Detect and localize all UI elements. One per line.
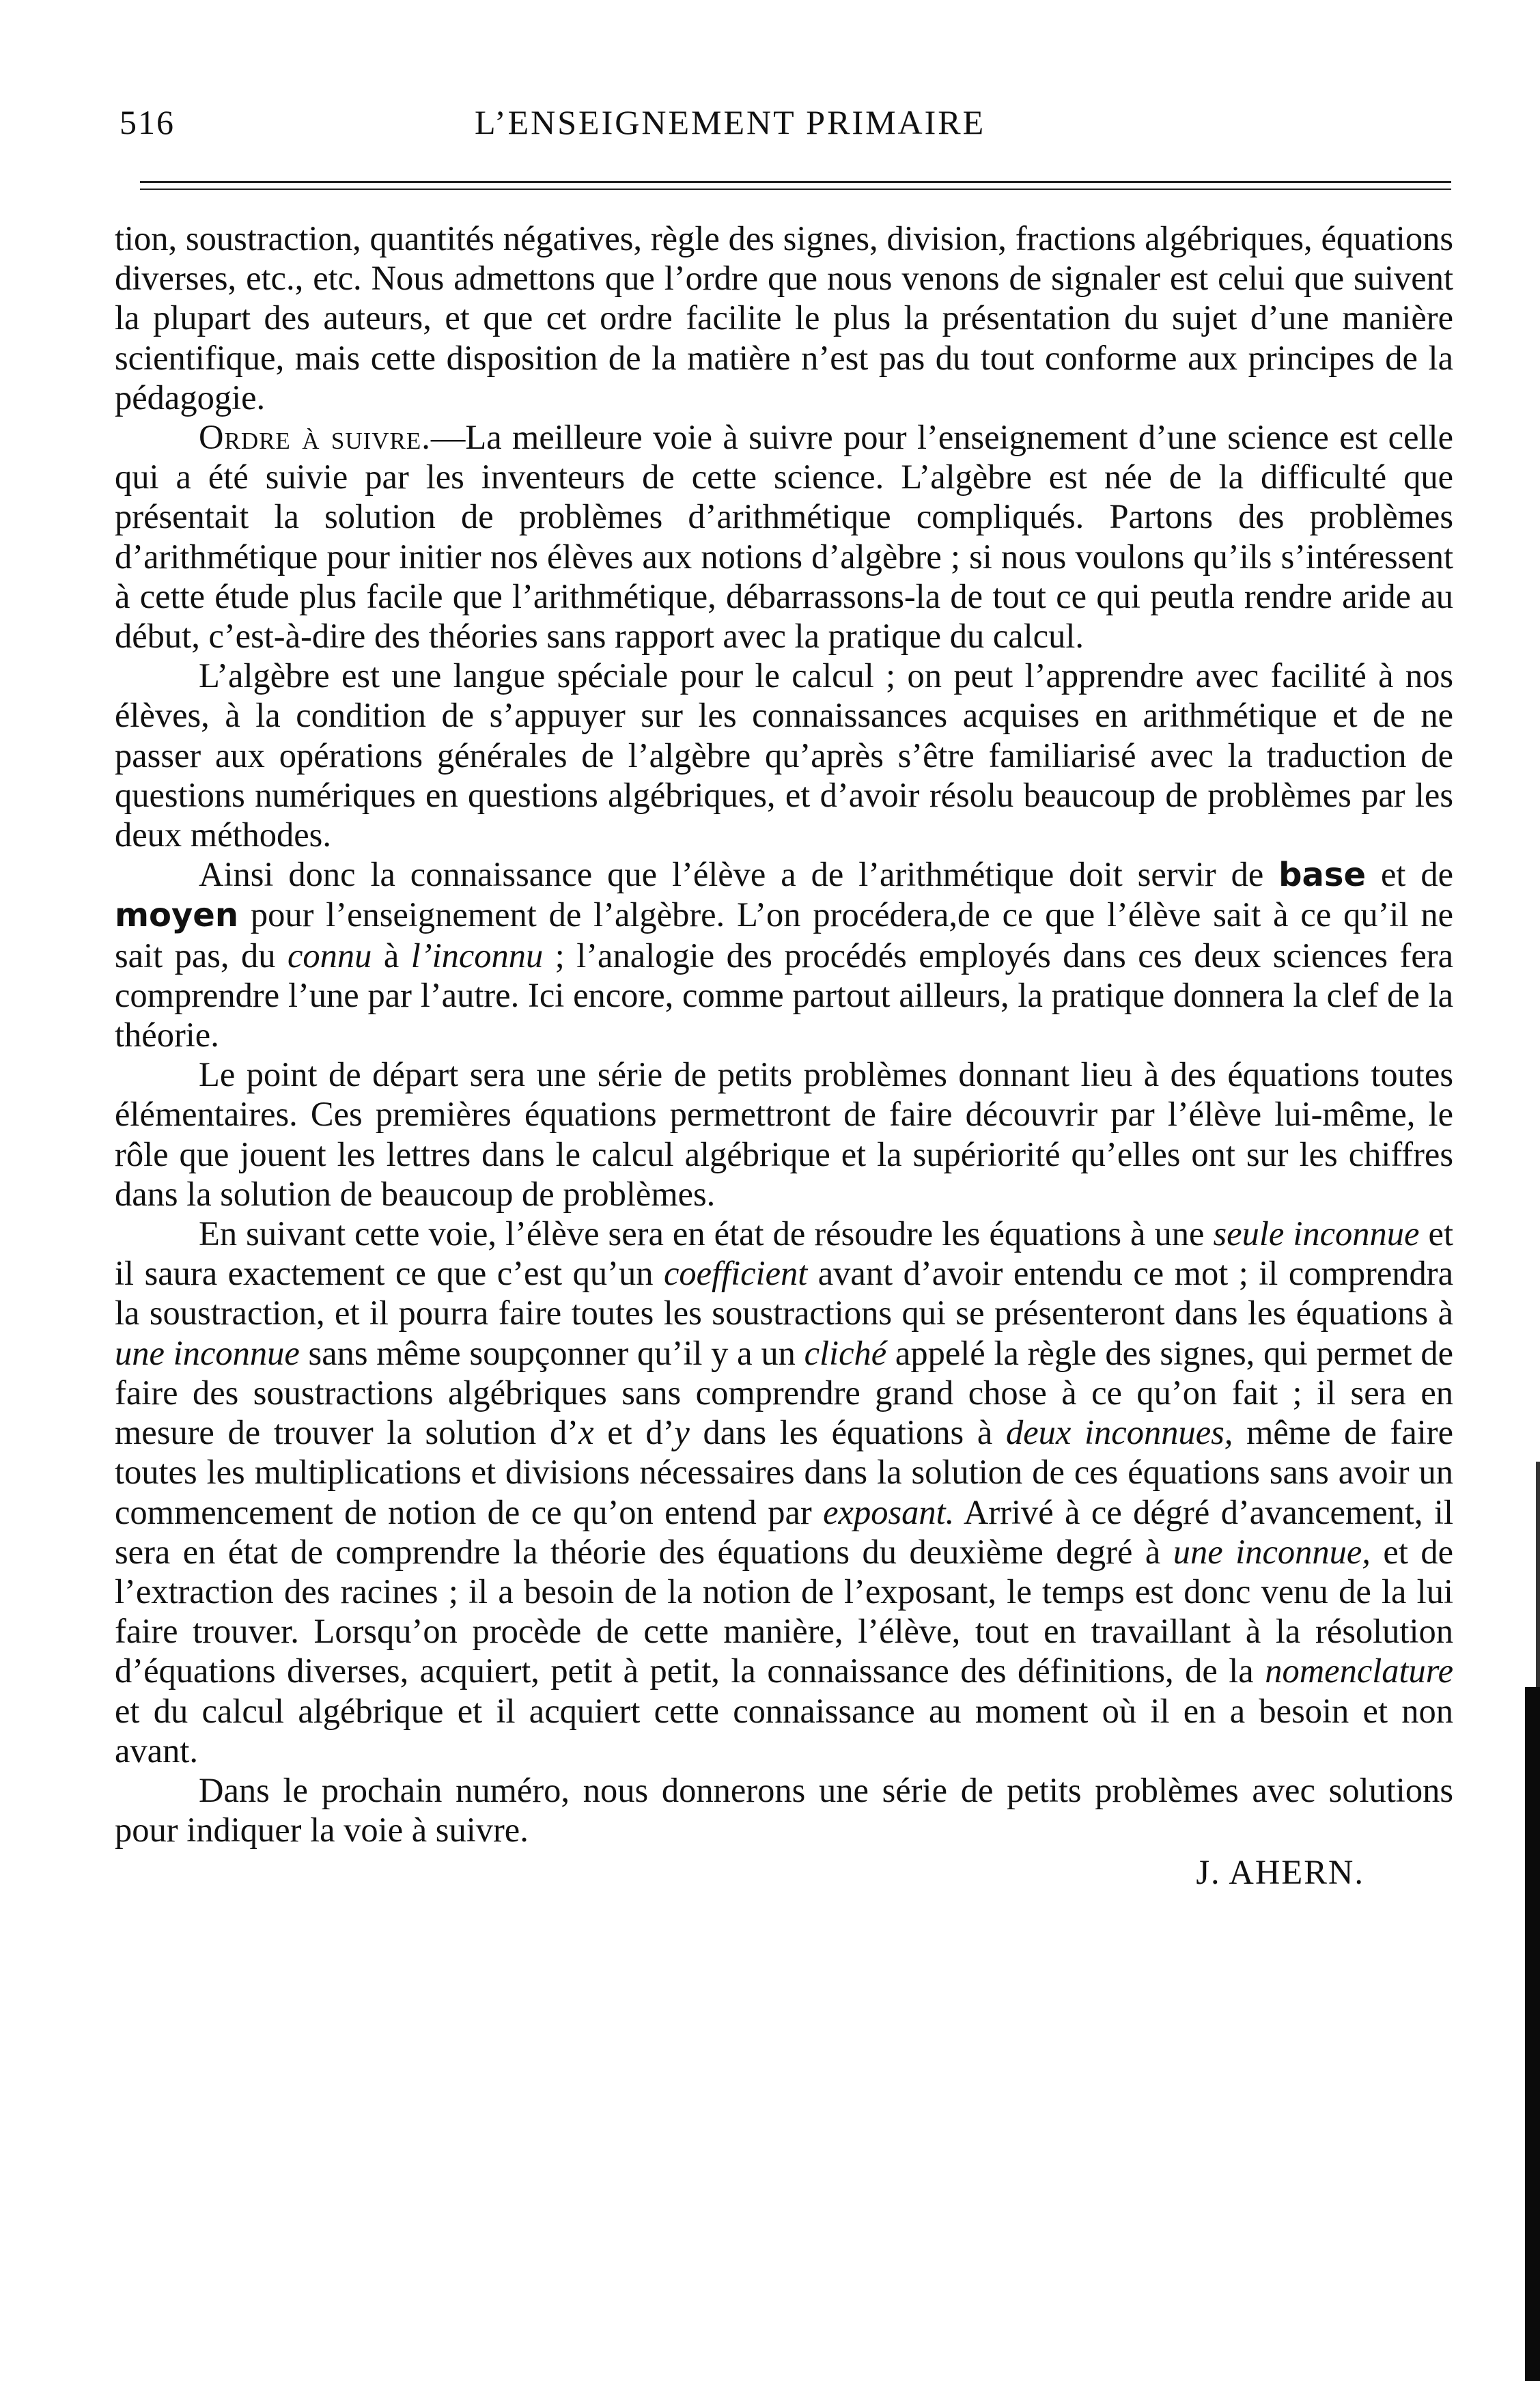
text-run: dans les équations à bbox=[689, 1413, 1006, 1452]
italic-exposant: exposant. bbox=[823, 1492, 955, 1531]
text-run: et d’ bbox=[593, 1413, 675, 1452]
text-run: et il saura exactement ce que c’est qu’un bbox=[115, 1214, 1453, 1293]
italic-connu: connu bbox=[287, 936, 372, 975]
emphasis-base: base bbox=[1278, 856, 1367, 895]
text-run: avant d’avoir entendu ce mot ; il comprendra la soustraction, et il pourra faire toutes les soustractions qui se présenteront dans les équations à bbox=[115, 1254, 1453, 1333]
paragraph-6 bbox=[115, 1214, 1453, 1770]
page-number: 516 bbox=[120, 103, 175, 141]
text-run: et de l’extraction des racines ; il a besoin de la notion de l’exposant, le temps est donc venu de la lui faire trouver. Lorsqu’on procède de cette manière, l’élève, tout en travaillant à la résolution d’équations diverses, acquiert, petit à petit, la connaissance des définitions, de la bbox=[115, 1532, 1453, 1690]
text-run: En suivant cette voie, l’élève sera en état de résoudre les équations à une bbox=[199, 1214, 1214, 1253]
text-run: Arrivé à ce dégré d’avancement, il sera en état de comprendre la théorie des équations du deuxième degré à bbox=[115, 1492, 1453, 1571]
header-rule bbox=[140, 181, 1451, 183]
paragraph-2 bbox=[115, 417, 1453, 656]
italic-deux-inconnues: deux inconnues, bbox=[1005, 1413, 1233, 1452]
text-run: même de faire toutes les multiplications et divisions nécessaires dans la solution de ces équations sans avoir un commencement de notion de ce qu’on entend par bbox=[115, 1413, 1454, 1531]
text-run: et de bbox=[1366, 855, 1453, 894]
running-head bbox=[120, 102, 1431, 150]
header-rule-secondary bbox=[140, 189, 1451, 190]
text-run: pour l’enseignement de l’algèbre. L’on procédera,de ce que l’élève sait à ce qu’il ne sait pas, du bbox=[115, 895, 1453, 975]
italic-une-inconnue: une inconnue bbox=[115, 1333, 300, 1372]
italic-y: y bbox=[674, 1413, 690, 1452]
text-run: appelé la règle des signes, qui permet de faire des soustractions algébriques sans comprendre grand chose à ce qu’on fait ; il sera en mesure de trouver la solution d’ bbox=[115, 1333, 1453, 1452]
paragraph-4 bbox=[115, 854, 1453, 1055]
italic-inconnu: l’inconnu bbox=[410, 936, 544, 975]
italic-coefficient: coefficient bbox=[663, 1254, 808, 1293]
text-run: ; l’analogie des procédés employés dans ces deux sciences fera comprendre l’une par l’autre. Ici encore, comme partout ailleurs, la pratique donnera la clef de la théorie. bbox=[115, 936, 1454, 1055]
scan-edge-shadow-thin bbox=[1536, 1462, 1540, 1687]
paragraph-2-text: —La meilleure voie à suivre pour l’enseignement d’une science est celle qui a été suivie par les inventeurs de cette science. L’algèbre est née de la difficulté que présentait la solution de problèmes d’arithmétique compliqués. Partons des problèmes d’arithmétique pour initier nos élèves aux notions d’algèbre ; si nous voulons qu’ils s’intéressent à cette étude plus facile que l’arithmétique, débarrassons-la de tout ce qui peutla rendre aride au début, c’est-à-dire des théories sans rapport avec la pratique du calcul. bbox=[115, 418, 1453, 656]
emphasis-moyen: moyen bbox=[115, 896, 239, 935]
text-run: sans même soupçonner qu’il y a un bbox=[299, 1333, 804, 1372]
text-run: à bbox=[372, 936, 411, 975]
italic-nomenclature: nomenclature bbox=[1265, 1652, 1453, 1690]
author-signature: J. AHERN. bbox=[1196, 1853, 1364, 1892]
italic-une-inconnue-2: une inconnue, bbox=[1173, 1532, 1371, 1571]
paragraph-5: Le point de départ sera une série de petits problèmes donnant lieu à des équations toutes élémentaires. Ces premières équations permettront de faire découvrir par l’élève lui-même, le rôle que jouent les lettres dans le calcul algébrique et la supériorité qu’elles ont sur les chiffres dans la solution de beaucoup de problèmes. bbox=[115, 1055, 1453, 1213]
paragraph-7: Dans le prochain numéro, nous donnerons une série de petits problèmes avec solutions pour indiquer la voie à suivre. bbox=[115, 1770, 1453, 1850]
paragraph-1: tion, soustraction, quantités négatives, règle des signes, division, fractions algébriques, équations diverses, etc., etc. Nous admettons que l’ordre que nous venons de signaler est celui que suivent la plupart des auteurs, et que cet ordre facilite le plus la présentation du sujet d’une manière scientifique, mais cette disposition de la matière n’est pas du tout conforme aux principes de la pédagogie. bbox=[115, 219, 1453, 417]
italic-x: x bbox=[578, 1413, 594, 1452]
article-body bbox=[115, 219, 1453, 1893]
text-run: Ainsi donc la connaissance que l’élève a de l’arithmétique doit servir de bbox=[199, 855, 1279, 894]
italic-seule-inconnue: seule inconnue bbox=[1213, 1214, 1420, 1253]
running-title: L’ENSEIGNEMENT PRIMAIRE bbox=[475, 103, 986, 141]
text-run: et du calcul algébrique et il acquiert cette connaissance au moment où il en a besoin et non avant. bbox=[115, 1691, 1453, 1770]
section-heading-ordre: Ordre à suivre. bbox=[199, 418, 431, 457]
scan-edge-shadow bbox=[1525, 1687, 1540, 2381]
paragraph-3: L’algèbre est une langue spéciale pour le calcul ; on peut l’apprendre avec facilité à nos élèves, à la condition de s’appuyer sur les connaissances acquises en arithmétique et de ne passer aux opérations générales de l’algèbre qu’après s’être familiarisé avec la traduction de questions numériques en questions algébriques, et d’avoir résolu beaucoup de problèmes par les deux méthodes. bbox=[115, 656, 1453, 854]
italic-cliche: cliché bbox=[804, 1333, 887, 1372]
